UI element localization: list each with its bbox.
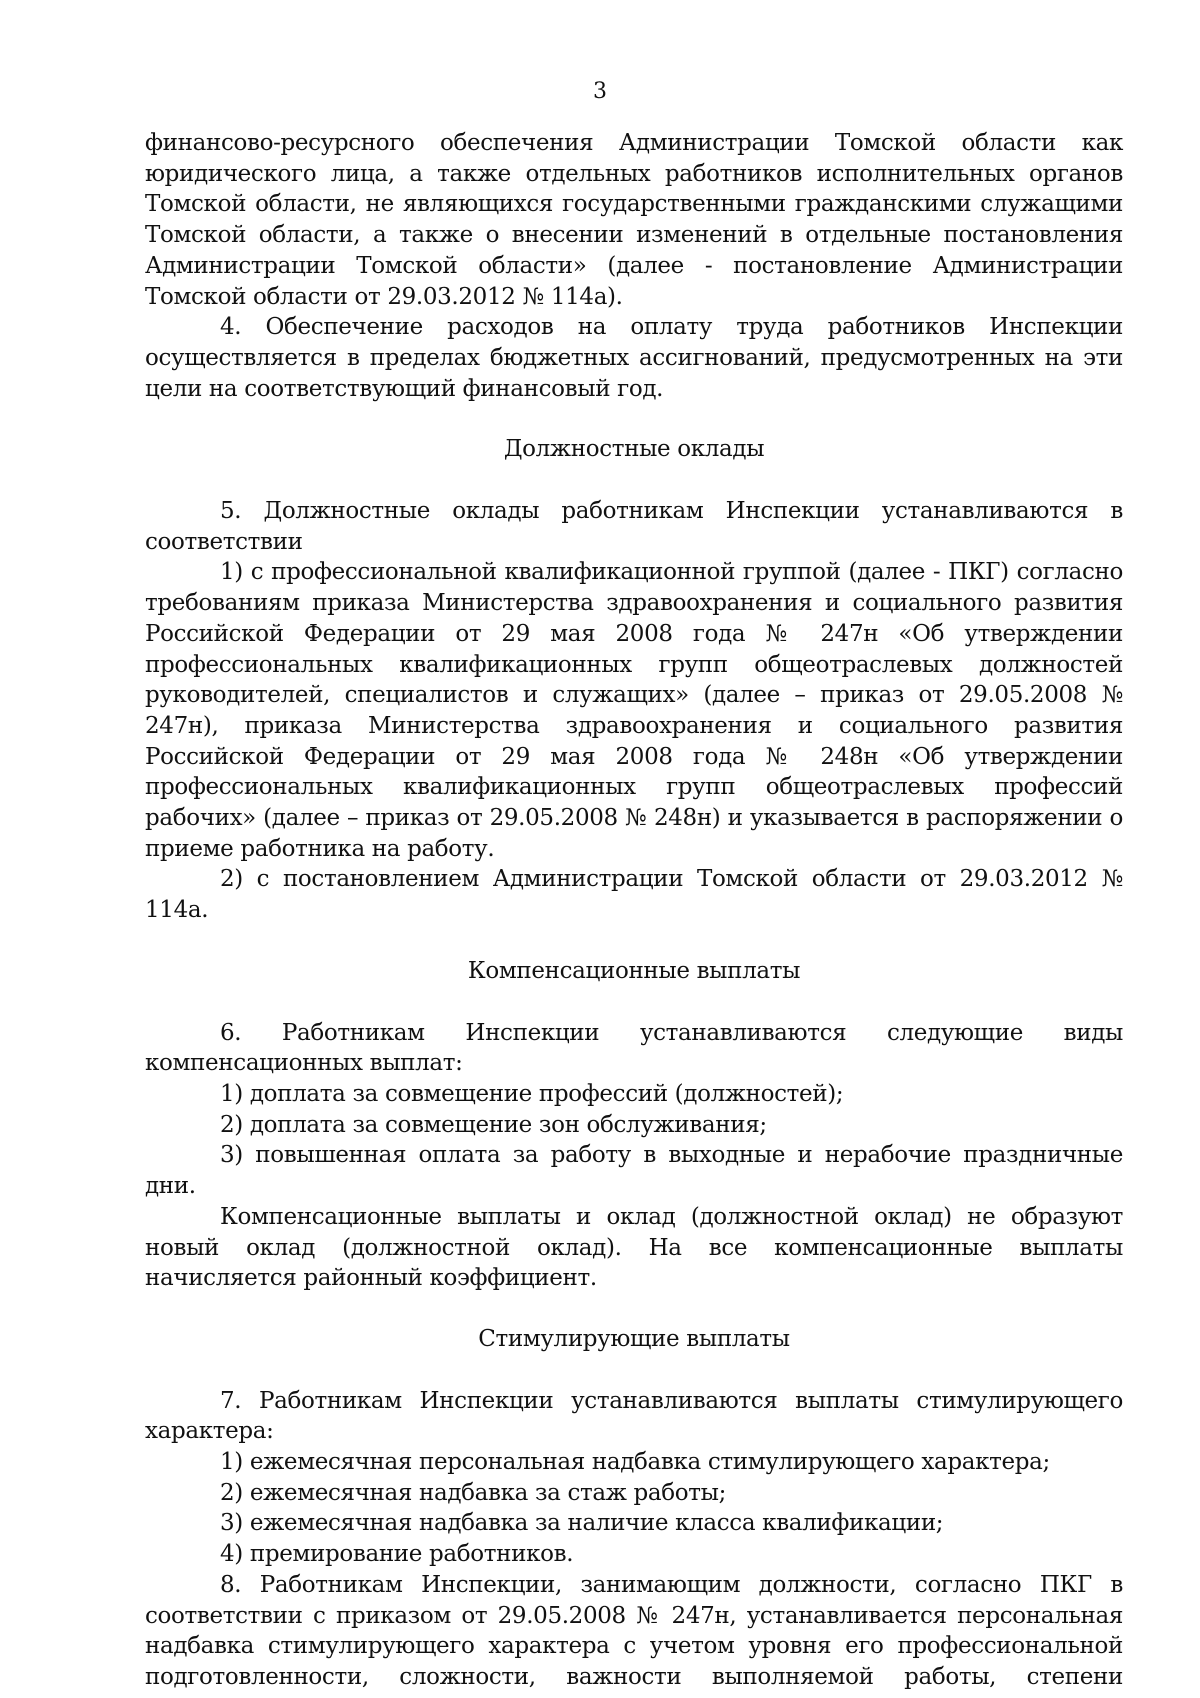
- paragraph-item-7: 7. Работникам Инспекции устанавливаются выплаты стимулирующего характера:: [145, 1387, 1123, 1445]
- paragraph-item-7-3: 3) ежемесячная надбавка за наличие класса квалификации;: [220, 1510, 944, 1537]
- paragraph-item-6-2: 2) доплата за совмещение зон обслуживания;: [220, 1111, 767, 1138]
- heading-incentive: Стимулирующие выплаты: [478, 1325, 790, 1352]
- paragraph-item-5: 5. Должностные оклады работникам Инспекции устанавливаются в соответствии: [145, 498, 1123, 555]
- paragraph-item-6-1: 1) доплата за совмещение профессий (должностей);: [220, 1080, 844, 1107]
- document-body: [145, 128, 1123, 1693]
- paragraph-item-5-1: 1) с профессиональной квалификационной группой (далее - ПКГ) согласно требованиям приказа Министерства здравоохранения и социального развития Российской Федерации от 29 мая 2008 года № 247н «Об утверждении профессиональных квалификационных групп общеотраслевых должностей руководителей, специалистов и служащих» (далее – приказ от 29.05.2008 № 247н), приказа Министерства здравоохранения и социального развития Российской Федерации от 29 мая 2008 года № 248н «Об утверждении профессиональных квалификационных групп общеотраслевых профессий рабочих» (далее – приказ от 29.05.2008 № 248н) и указывается в распоряжении о приеме работника на работу.: [145, 559, 1123, 862]
- paragraph-continuation: финансово-ресурсного обеспечения Администрации Томской области как юридического лица, а также отдельных работников исполнительных органов Томской области, не являющихся государственными гражданскими служащими Томской области, а также о внесении изменений в отдельные постановления Администрации Томской области» (далее - постановление Администрации Томской области от 29.03.2012 № 114а).: [145, 130, 1123, 310]
- paragraph-item-7-2: 2) ежемесячная надбавка за стаж работы;: [220, 1479, 726, 1506]
- paragraph-item-6: 6. Работникам Инспекции устанавливаются следующие виды компенсационных выплат:: [145, 1019, 1123, 1077]
- heading-salaries: Должностные оклады: [503, 436, 765, 463]
- paragraph-item-4: 4. Обеспечение расходов на оплату труда работников Инспекции осуществляется в пределах бюджетных ассигнований, предусмотренных на эти цели на соответствующий финансовый год.: [145, 314, 1123, 402]
- paragraph-item-7-4: 4) премирование работников.: [220, 1541, 574, 1568]
- paragraph-item-6-3: 3) повышенная оплата за работу в выходные и нерабочие праздничные дни.: [145, 1142, 1123, 1200]
- paragraph-item-7-1: 1) ежемесячная персональная надбавка стимулирующего характера;: [220, 1449, 1050, 1476]
- heading-compensation: Компенсационные выплаты: [467, 957, 801, 984]
- page-number: 3: [593, 79, 607, 104]
- paragraph-item-5-2: 2) с постановлением Администрации Томской области от 29.03.2012 № 114а.: [145, 866, 1123, 924]
- paragraph-item-8: 8. Работникам Инспекции, занимающим должности, согласно ПКГ в соответствии с приказом от 29.05.2008 № 247н, устанавливается персональная надбавка стимулирующего характера с учетом уровня его профессиональной подготовленности, сложности, важности выполняемой работы, степени: [145, 1571, 1123, 1690]
- paragraph-compensation-note: Компенсационные выплаты и оклад (должностной оклад) не образуют новый оклад (должностной оклад). На все компенсационные выплаты начисляется районный коэффициент.: [145, 1203, 1123, 1292]
